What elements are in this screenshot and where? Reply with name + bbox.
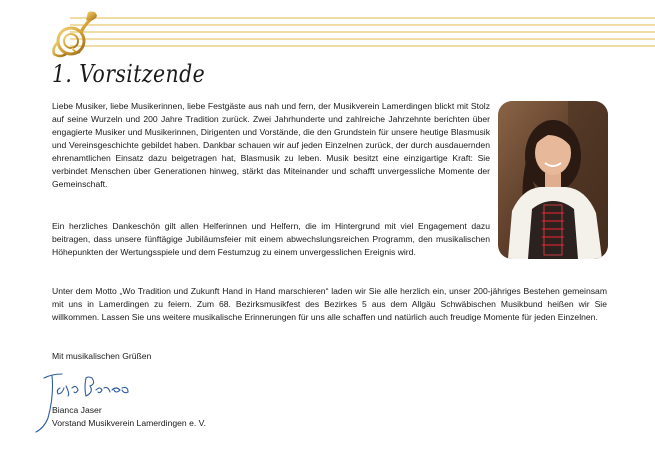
letter-paragraph-1: Liebe Musiker, liebe Musikerinnen, liebe Festgäste aus nah und fern, der Musikverein Lamerdingen blickt mit Stolz auf seine Wurzeln und 200 Jahre Tradition zurück. Zwei Jahrhunderte und zahlreiche Jahrzehnte berichten über engagierte Musiker und Musikerinnen, Dirigenten und Vorstände, die den Grundstein für unsere heutige Blasmusik und Vereinsgeschichte gebildet haben. Dankbar schauen wir auf jeden Einzelnen zurück, der durch ausdauernden ehrenamtlichen Einsatz dazu beigetragen hat, Blasmusik zu leben. Musik besitzt eine einzigartige Kraft: Sie verbindet Menschen über Generationen hinweg, stärkt das Miteinander und schafft unvergessliche Momente der Gemeinschaft.: [52, 101, 490, 189]
header-lines: [0, 0, 655, 60]
signer-name: Bianca Jaser: [52, 405, 102, 415]
closing-greeting: Mit musikalischen Grüßen: [52, 351, 152, 361]
portrait-photo: [498, 101, 608, 259]
french-horn-icon: [50, 8, 98, 60]
letter-paragraph-2: Ein herzliches Dankeschön gilt allen Helferinnen und Helfern, die im Hintergrund mit viel Engagement dazu beitragen, dass unsere fünftägige Jubiläumsfeier mit einem abwechslungsreichen Programm, den musikalischen Höhepunkten der Wertungsspiele und dem Festumzug zu einem unvergesslichen Ereignis wird.: [52, 221, 490, 257]
page-title: 1. Vorsitzende: [52, 60, 206, 88]
signer-organization: Vorstand Musikverein Lamerdingen e. V.: [52, 418, 206, 428]
letter-paragraph-3: Unter dem Motto „Wo Tradition und Zukunft Hand in Hand marschieren“ laden wir Sie alle herzlich ein, unser 200-jähriges Bestehen gemeinsam mit uns in Lamerdingen zu feiern. Zum 68. Bezirksmusikfest des Bezirkes 5 aus dem Allgäu Schwäbischen Musikbund heißen wir Sie willkommen. Lassen Sie uns weitere musikalische Erinnerungen für uns alle schaffen und natürlich auch freudige Momente für jeden Einzelnen.: [52, 286, 607, 322]
portrait-illustration: [498, 101, 608, 259]
